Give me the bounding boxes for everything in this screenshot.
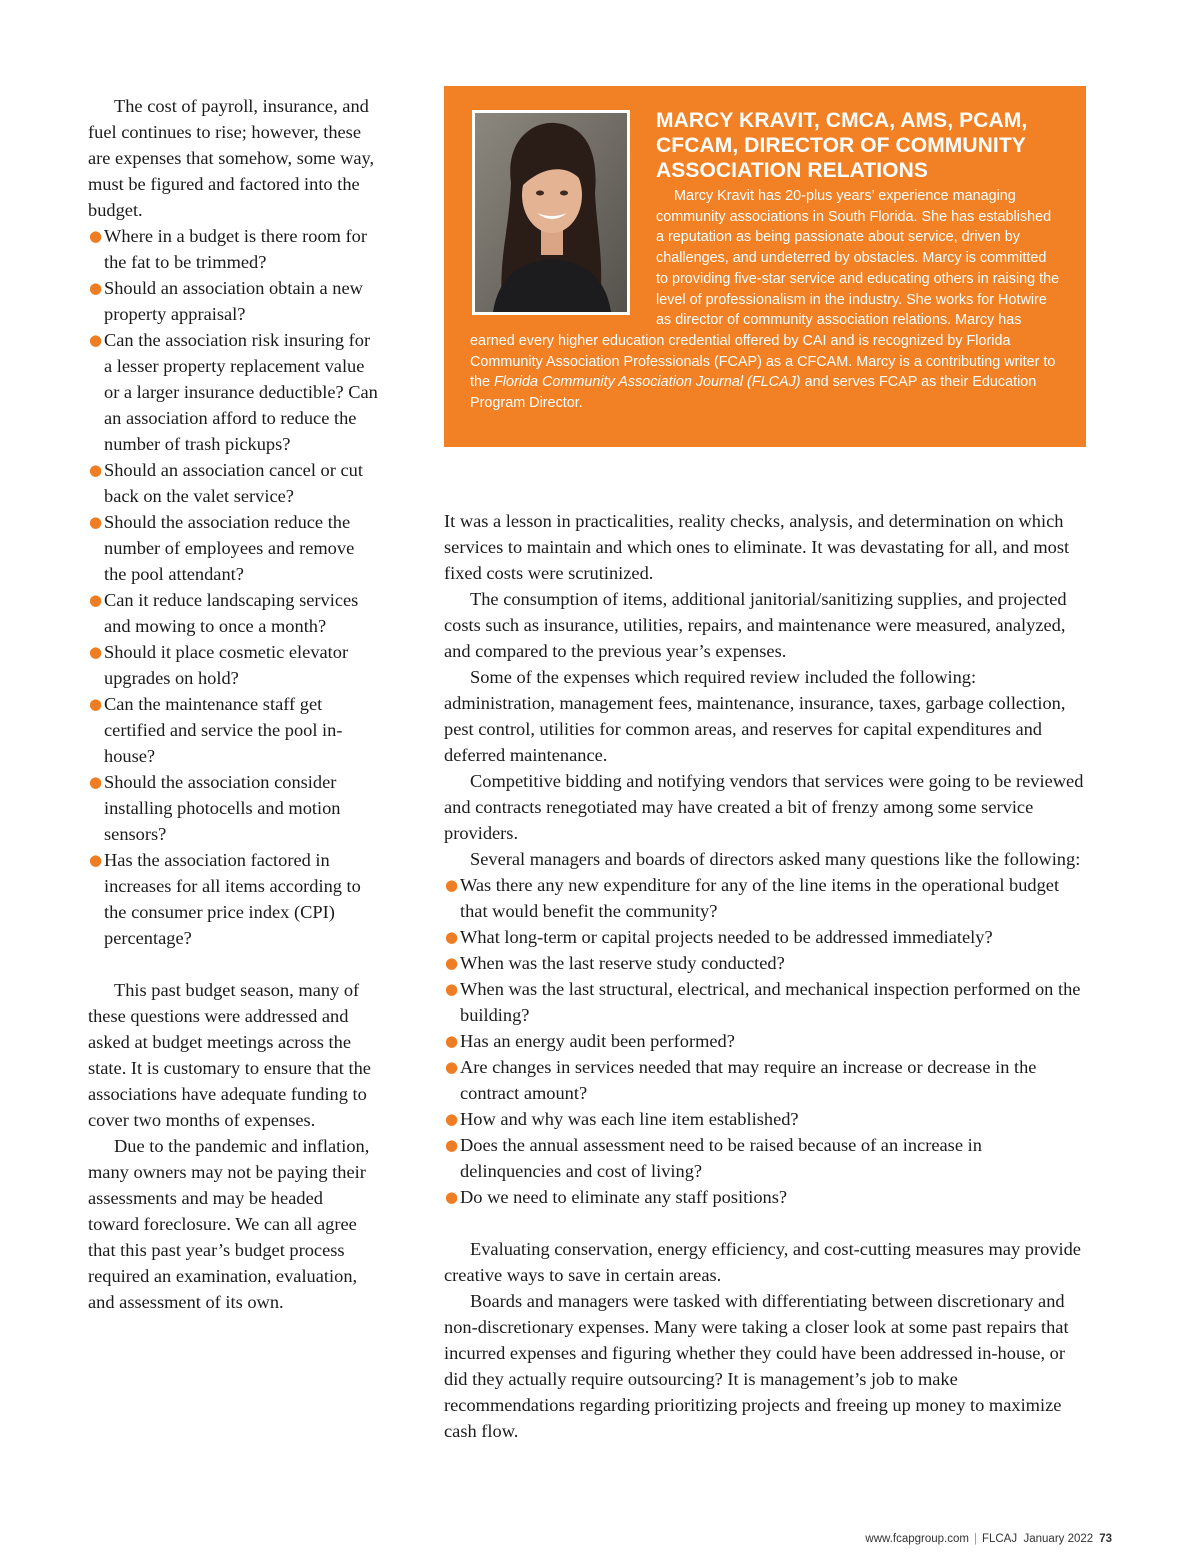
pandemic-paragraph: Due to the pandemic and inflation, many owners may not be paying their assessments and may be headed toward foreclosure. We can all agree that this past year’s budget process required an examination, evaluation, and assessment of its own.: [88, 1136, 370, 1312]
paragraph-questions-intro: Several managers and boards of directors asked many questions like the following:: [470, 849, 1081, 869]
portrait-image: [475, 113, 627, 312]
list-item: ● What long-term or capital projects needed to be addressed immediately?: [444, 924, 1084, 950]
author-bio-text: Marcy Kravit has 20-plus years’ experience managing community associations in South Florida. She has established a reputation as being passionate about service, driven by challenges, and undeterred by obstacles. Marcy is committed to providing five-star service and educating others in raising the level of professionalism in the industry. She works for Hotwire as director of community association relations. Marcy has earned every higher education credential offered by CAI and is recognized by Florida Community Association Professionals (FCAP) as a CFCAM. Marcy is a contributing writer to the Florida Community Association Journal (FLCAJ) and serves FCAP as their Education Program Director.: [470, 188, 1060, 412]
paragraph-conservation: Evaluating conservation, energy efficiency, and cost-cutting measures may provide creative ways to save in certain areas.: [444, 1239, 1081, 1285]
paragraph-competitive-bidding: Competitive bidding and notifying vendors that services were going to be reviewed and contracts renegotiated may have created a bit of frenzy among some service providers.: [444, 771, 1084, 843]
list-item: ● Should the association reduce the number of employees and remove the pool attendant?: [88, 509, 378, 587]
journal-name: Florida Community Association Journal (FLCAJ): [494, 374, 801, 391]
right-column: [444, 508, 1084, 1444]
list-item: ● Has an energy audit been performed?: [444, 1028, 1084, 1054]
list-item: ● Has the association factored in increases for all items according to the consumer price index (CPI) percentage?: [88, 847, 378, 951]
bullet-dot-icon: ●: [445, 1058, 459, 1076]
footer-issue: January 2022: [1023, 1533, 1094, 1545]
list-item: ● Do we need to eliminate any staff positions?: [444, 1184, 1084, 1210]
bullet-dot-icon: ●: [89, 513, 103, 531]
list-item: ● Should an association cancel or cut back on the valet service?: [88, 457, 378, 509]
list-item: ● Does the annual assessment need to be raised because of an increase in delinquencies and cost of living?: [444, 1132, 1084, 1184]
list-item: ● Can the maintenance staff get certified and service the pool in-house?: [88, 691, 378, 769]
list-item: ● When was the last reserve study conducted?: [444, 950, 1084, 976]
left-column: [88, 93, 378, 1315]
list-item: ● Where in a budget is there room for the fat to be trimmed?: [88, 223, 378, 275]
bullet-dot-icon: ●: [89, 773, 103, 791]
budget-season-paragraph: This past budget season, many of these questions were addressed and asked at budget meetings across the state. It is customary to ensure that the associations have adequate funding to cover two months of expenses.: [88, 980, 371, 1130]
list-item: ● Should it place cosmetic elevator upgrades on hold?: [88, 639, 378, 691]
list-item: ● Are changes in services needed that may require an increase or decrease in the contract amount?: [444, 1054, 1084, 1106]
bullet-dot-icon: ●: [445, 1188, 459, 1206]
bullet-dot-icon: ●: [89, 279, 103, 297]
bullet-dot-icon: ●: [445, 1110, 459, 1128]
page-footer: [865, 1533, 1112, 1545]
list-item: ● Was there any new expenditure for any of the line items in the operational budget that would benefit the community?: [444, 872, 1084, 924]
list-item: ● Should the association consider installing photocells and motion sensors?: [88, 769, 378, 847]
author-name-heading: MARCY KRAVIT, CMCA, AMS, PCAM, CFCAM, DIRECTOR OF COMMUNITY ASSOCIATION RELATIONS: [656, 109, 1028, 182]
bullet-dot-icon: ●: [89, 591, 103, 609]
list-item: ● Should an association obtain a new property appraisal?: [88, 275, 378, 327]
bullet-dot-icon: ●: [89, 461, 103, 479]
page-number: 73: [1099, 1533, 1112, 1545]
bullet-dot-icon: ●: [89, 851, 103, 869]
bullet-dot-icon: ●: [445, 876, 459, 894]
author-photo: [472, 110, 630, 315]
paragraph-expenses-review: Some of the expenses which required review included the following: administration, management fees, maintenance, insurance, taxes, garbage collection, pest control, utilities for common areas, and reserves for capital expenditures and deferred maintenance.: [444, 667, 1066, 765]
left-bullet-list: [88, 223, 378, 951]
footer-website-link[interactable]: www.fcapgroup.com: [865, 1533, 969, 1545]
footer-publication: FLCAJ: [981, 1533, 1018, 1545]
bullet-dot-icon: ●: [445, 1136, 459, 1154]
paragraph-consumption: The consumption of items, additional janitorial/sanitizing supplies, and projected costs such as insurance, utilities, repairs, and maintenance were measured, analyzed, and compared to the previous year’s expenses.: [444, 589, 1067, 661]
bullet-dot-icon: ●: [445, 980, 459, 998]
paragraph-lesson: It was a lesson in practicalities, reality checks, analysis, and determination on which services to maintain and which ones to eliminate. It was devastating for all, and most fixed costs were scrutinized.: [444, 511, 1070, 583]
list-item: ● Can it reduce landscaping services and mowing to once a month?: [88, 587, 378, 639]
bullet-dot-icon: ●: [89, 331, 103, 349]
author-bio-box: [444, 86, 1086, 447]
bullet-dot-icon: ●: [445, 928, 459, 946]
bullet-dot-icon: ●: [89, 643, 103, 661]
list-item: ● When was the last structural, electrical, and mechanical inspection performed on the building?: [444, 976, 1084, 1028]
intro-paragraph: The cost of payroll, insurance, and fuel continues to rise; however, these are expenses that somehow, some way, must be figured and factored into the budget.: [88, 96, 375, 220]
bullet-dot-icon: ●: [89, 695, 103, 713]
bullet-dot-icon: ●: [445, 954, 459, 972]
paragraph-discretionary: Boards and managers were tasked with differentiating between discretionary and non-discretionary expenses. Many were taking a closer look at some past repairs that incurred expenses and figuring whether they could have been addressed in-house, or did they actually require outsourcing? It is management’s job to make recommendations regarding prioritizing projects and freeing up money to maximize cash flow.: [444, 1291, 1069, 1441]
list-item: ● How and why was each line item established?: [444, 1106, 1084, 1132]
footer-separator: |: [973, 1533, 977, 1545]
bullet-dot-icon: ●: [89, 227, 103, 245]
bullet-dot-icon: ●: [445, 1032, 459, 1050]
right-bullet-list: [444, 872, 1084, 1210]
list-item: ● Can the association risk insuring for a lesser property replacement value or a larger insurance deductible? Can an association afford to reduce the number of trash pickups?: [88, 327, 378, 457]
